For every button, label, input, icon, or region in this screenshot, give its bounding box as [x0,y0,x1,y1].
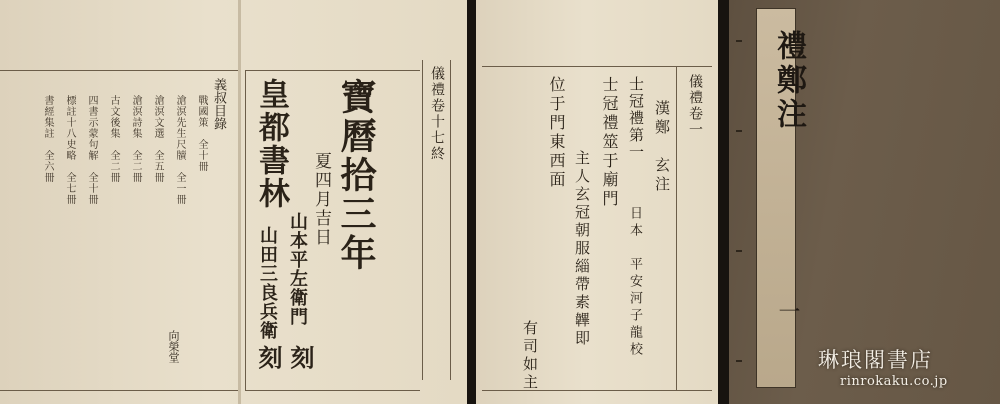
printed-mark: 刻 [286,345,315,369]
catalog-entry: 書經集註 全六冊 [42,95,53,183]
page-margin-rule [676,66,677,390]
text-column: 位于門東西面 [547,76,566,190]
author-line: 漢鄭 玄注 [653,100,671,195]
year-title: 寶曆拾三年 [335,78,377,273]
colophon-page [0,0,467,404]
catalog-entry: 戰國策 全十冊 [196,95,207,172]
page-top-rule [482,66,712,67]
colophon-top-rule [245,70,420,71]
binding-stitch [736,130,742,132]
cover-volume-mark: 一 [775,300,800,322]
binding-stitch [736,360,742,362]
notice-rule [450,60,451,380]
volume-end-notice: 儀禮卷十七終 [429,66,445,162]
watermark-shop-name: 琳琅閣書店 [818,348,933,372]
spread-fold [238,0,241,404]
chapter-title: 士冠禮第一 [627,76,645,161]
watermark-url: rinrokaku.co.jp [840,374,948,389]
binding-stitch [736,250,742,252]
catalog-entry: 滄溟先生尺牘 全一冊 [174,95,185,205]
catalog-entry: 古文後集 全二冊 [108,95,119,183]
editor-line: 日本 平安河子龍校 [627,206,642,359]
colophon-bottom-rule [245,390,420,391]
page-header-title: 儀禮卷一 [687,74,703,138]
seller-name: 山本平左衛門 [287,212,308,326]
cover-title: 禮鄭注 [771,30,806,132]
binding-stitch [736,40,742,42]
text-column: 士冠禮筮于廟門 [600,76,619,209]
publisher-mark: 向榮堂 [167,330,180,363]
catalog-title: 義叔目錄 [211,78,226,130]
catalog-top-rule [0,70,240,71]
text-column: 有司如主 [521,320,539,392]
seller-name: 山田三良兵衛 [257,226,278,340]
printed-mark: 刻 [254,345,283,369]
colophon-left-rule [245,70,246,390]
catalog-entry: 滄溟文選 全五冊 [152,95,163,183]
catalog-bottom-rule [0,390,240,391]
catalog-entry: 滄溟詩集 全二冊 [130,95,141,183]
notice-rule [422,60,423,380]
date-line: 夏四月吉日 [311,152,331,247]
image-gutter [467,0,476,404]
shop-name: 皇都書林 [253,78,289,210]
text-column: 主人玄冠朝服緇帶素韠即 [573,150,591,348]
text-page [476,0,718,404]
image-gutter [718,0,729,404]
catalog-entry: 標註十八史略 全七冊 [64,95,75,205]
catalog-entry: 四書示蒙句解 全十冊 [86,95,97,205]
page-bottom-rule [482,390,712,391]
